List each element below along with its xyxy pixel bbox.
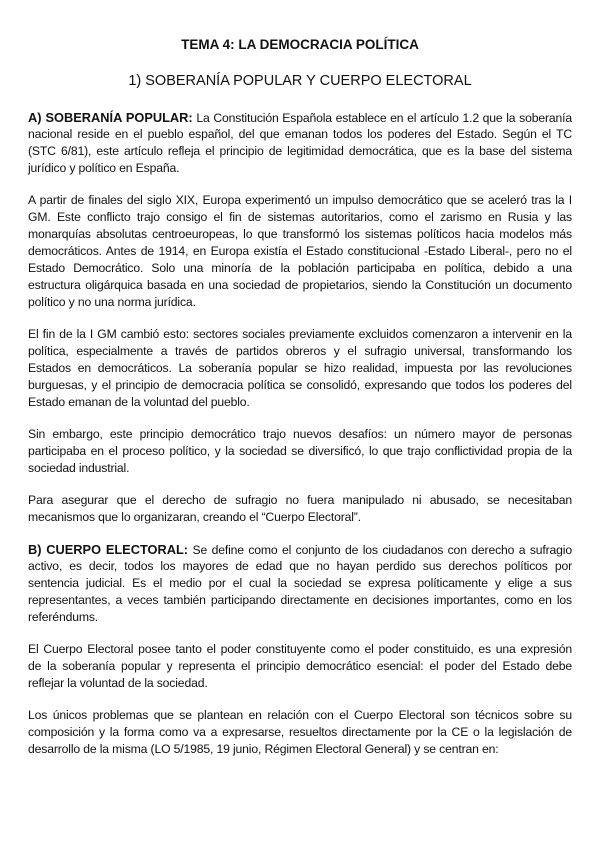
text-line	[28, 243, 572, 260]
text-line	[28, 724, 572, 741]
text-line	[28, 741, 572, 758]
text-line	[28, 143, 572, 160]
text-line	[28, 592, 572, 609]
line-text: Estado emanan de la voluntad del pueblo.	[28, 395, 250, 409]
line-text: participaba en el proceso político, y la sociedad se diversificó, lo que trajo conflictividad propia de la	[28, 444, 572, 458]
text-line	[28, 343, 572, 360]
text-line	[28, 260, 572, 277]
line-text: democráticos. Antes de 1914, en Europa existía el Estado constitucional -Estado Liberal-, pero no el	[28, 244, 572, 258]
text-line	[28, 443, 572, 460]
text-line	[28, 641, 572, 658]
text-line	[28, 109, 572, 126]
text-line	[28, 541, 572, 558]
paragraph	[28, 541, 572, 626]
text-line	[28, 160, 572, 177]
line-text: sociedad industrial.	[28, 461, 130, 475]
subsection-label: B) CUERPO ELECTORAL:	[28, 542, 189, 557]
paragraph	[28, 426, 572, 477]
line-text: desarrollo de la misma (LO 5/1985, 19 junio, Régimen Electoral General) y se centran en:	[28, 742, 499, 756]
text-line	[28, 226, 572, 243]
paragraph	[28, 492, 572, 526]
text-line	[28, 294, 572, 311]
line-text: Estados en democráticos. La soberanía popular se hizo realidad, impuesta por las revoluciones	[28, 361, 572, 375]
line-text: Se define como el conjunto de los ciudadanos con derecho a sufragio	[188, 543, 572, 557]
text-line	[28, 192, 572, 209]
line-text: burguesas, y el principio de democracia política se consolidó, expresando que todos los poderes del	[28, 378, 572, 392]
line-text: Estado Democrático. Solo una minoría de la población participaba en política, debido a una	[28, 261, 572, 275]
document-body	[28, 109, 572, 773]
line-text: El fin de la I GM cambió esto: sectores sociales previamente excluidos comenzaron a intervenir en la	[28, 327, 572, 341]
line-text: Los únicos problemas que se plantean en relación con el Cuerpo Electoral son técnicos sobre su	[28, 708, 572, 722]
line-text: mecanismos que lo organizaran, creando el “Cuerpo Electoral”.	[28, 510, 361, 524]
line-text: Para asegurar que el derecho de sufragio no fuera manipulado ni abusado, se necesitaban	[28, 493, 572, 507]
text-line	[28, 277, 572, 294]
text-line	[28, 609, 572, 626]
line-text: de la soberanía popular y representa el principio democrático esencial: el poder del Estado debe	[28, 659, 572, 673]
line-text: (STC 6/81), este artículo refleja el principio de legitimidad democrática, que es la base del sistema	[28, 144, 572, 158]
text-line	[28, 707, 572, 724]
text-line	[28, 426, 572, 443]
text-line	[28, 377, 572, 394]
paragraph	[28, 326, 572, 411]
text-line	[28, 675, 572, 692]
text-line	[28, 126, 572, 143]
line-text: política, especialmente a través de partidos obreros y el sufragio universal, transformando los	[28, 344, 572, 358]
paragraph	[28, 707, 572, 758]
line-text: El Cuerpo Electoral posee tanto el poder constituyente como el poder constituido, es una expresión	[28, 642, 572, 656]
line-text: nacional reside en el pueblo español, del que emanan todos los poderes del Estado. Según el TC	[28, 127, 572, 141]
line-text: monarquías absolutas centroeuropeas, lo que transformó los sistemas políticos hacia modelos más	[28, 227, 572, 241]
text-line	[28, 575, 572, 592]
line-text: La Constitución Española establece en el artículo 1.2 que la soberanía	[192, 111, 572, 125]
paragraph	[28, 641, 572, 692]
line-text: composición y la forma como va a expresarse, resueltos directamente por la CE o la legislación de	[28, 725, 572, 739]
line-text: GM. Este conflicto trajo consigo el fin de sistemas autoritarios, como el zarismo en Rusia y las	[28, 210, 572, 224]
subsection-label: A) SOBERANÍA POPULAR:	[28, 110, 193, 125]
paragraph	[28, 109, 572, 177]
line-text: representantes, a veces también participando directamente en decisiones importantes, como en los	[28, 593, 572, 607]
line-text: Sin embargo, este principio democrático trajo nuevos desafíos: un número mayor de personas	[28, 427, 572, 441]
text-line	[28, 492, 572, 509]
line-text: reflejar la voluntad de la sociedad.	[28, 676, 208, 690]
line-text: político y no una norma jurídica.	[28, 295, 196, 309]
text-line	[28, 209, 572, 226]
section-heading: 1) SOBERANÍA POPULAR Y CUERPO ELECTORAL	[128, 73, 472, 89]
line-text: sentencia judicial. Es el medio por el cual la sociedad se expresa políticamente y elige a sus	[28, 576, 572, 590]
text-line	[28, 558, 572, 575]
text-line	[28, 360, 572, 377]
text-line	[28, 509, 572, 526]
paragraph	[28, 192, 572, 311]
line-text: referéndums.	[28, 610, 99, 624]
line-text: activo, es decir, todos los mayores de edad que no hayan perdido sus derechos políticos por	[28, 559, 572, 573]
text-line	[28, 658, 572, 675]
text-line	[28, 394, 572, 411]
line-text: jurídico y político en España.	[28, 161, 180, 175]
line-text: A partir de finales del siglo XIX, Europa experimentó un impulso democrático que se aceleró tras la I	[28, 193, 572, 207]
text-line	[28, 326, 572, 343]
text-line	[28, 460, 572, 477]
document-title: TEMA 4: LA DEMOCRACIA POLÍTICA	[181, 37, 419, 52]
line-text: estructura oligárquica basada en una sociedad de propietarios, siendo la Constitución un documento	[28, 278, 572, 292]
